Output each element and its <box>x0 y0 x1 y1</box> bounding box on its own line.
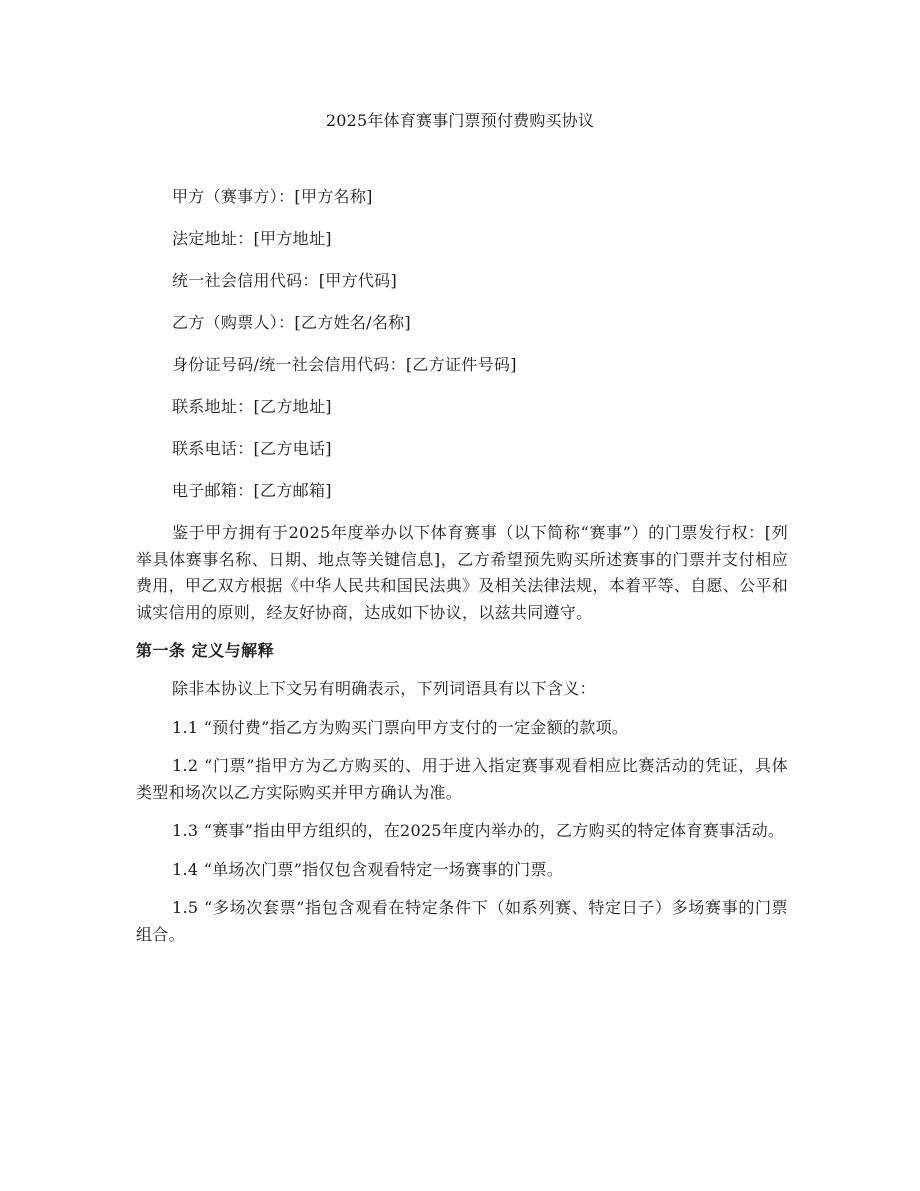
definition-item: 1.5 “多场次套票”指包含观看在特定条件下（如系列赛、特定日子）多场赛事的门票组合。 <box>136 898 788 944</box>
document-title: 2025年体育赛事门票预付费购买协议 <box>325 111 595 130</box>
party-b-email: 电子邮箱：[乙方邮箱] <box>172 481 332 500</box>
definition-item: 1.4 “单场次门票”指仅包含观看特定一场赛事的门票。 <box>172 859 563 879</box>
preamble-paragraph: 鉴于甲方拥有于2025年度举办以下体育赛事（以下简称“赛事”）的门票发行权：[列举具体赛事名称、日期、地点等关键信息]，乙方希望预先购买所述赛事的门票并支付相应费用，甲乙双方根据《中华人民共和国民法典》及相关法律法规，本着平等、自愿、公平和诚实信用的原则，经友好协商，达成如下协议，以兹共同遵守。 <box>136 523 789 622</box>
party-a-credit-code: 统一社会信用代码：[甲方代码] <box>172 271 397 290</box>
definition-item: 1.1 “预付费”指乙方为购买门票向甲方支付的一定金额的款项。 <box>172 717 629 737</box>
party-b-id-number: 身份证号码/统一社会信用代码：[乙方证件号码] <box>172 355 517 374</box>
definition-item: 1.3 “赛事”指由甲方组织的，在2025年度内举办的，乙方购买的特定体育赛事活动。 <box>172 821 785 840</box>
definition-item: 1.2 “门票”指甲方为乙方购买的、用于进入指定赛事观看相应比赛活动的凭证，具体类型和场次以乙方实际购买并甲方确认为准。 <box>136 756 788 802</box>
party-info-block <box>172 185 792 521</box>
party-b-name: 乙方（购票人）：[乙方姓名/名称] <box>172 313 411 332</box>
article-1-intro: 除非本协议上下文另有明确表示，下列词语具有以下含义： <box>172 679 596 698</box>
party-b-address: 联系地址：[乙方地址] <box>172 397 332 416</box>
party-b-phone: 联系电话：[乙方电话] <box>172 439 332 458</box>
party-a-address: 法定地址：[甲方地址] <box>172 229 332 248</box>
party-a-name: 甲方（赛事方）：[甲方名称] <box>172 187 373 206</box>
agreement-body <box>136 520 788 960</box>
article-1-heading: 第一条 定义与解释 <box>136 641 275 660</box>
